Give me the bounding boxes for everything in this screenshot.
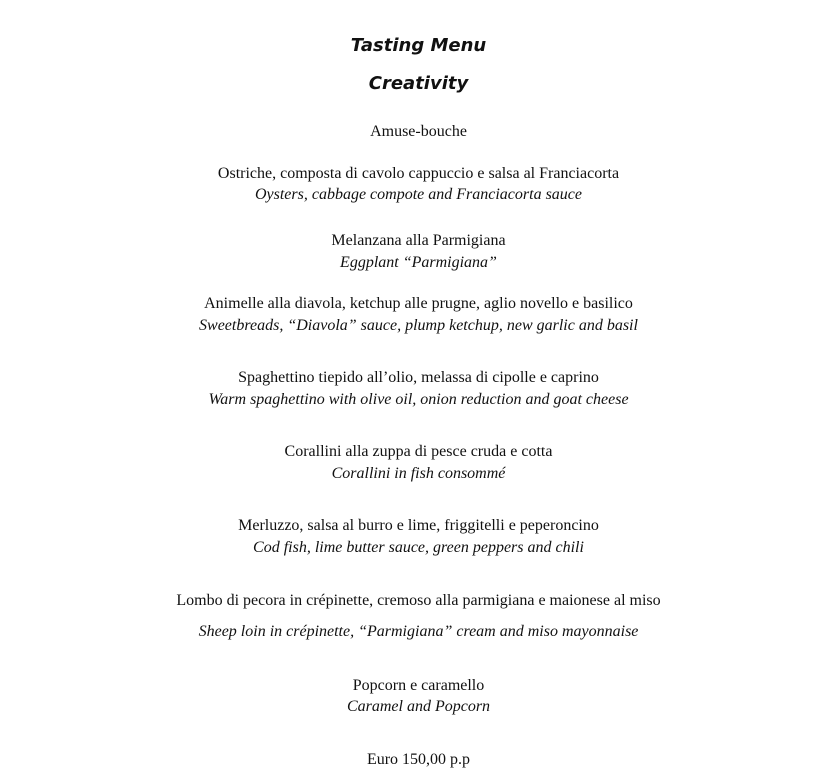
- course-italian: Lombo di pecora in crépinette, cremoso alla parmigiana e maionese al miso: [176, 592, 661, 609]
- menu-title: Tasting Menu: [350, 35, 487, 56]
- menu-subtitle: Creativity: [368, 73, 469, 94]
- course-english: Corallini in fish consommé: [331, 465, 506, 482]
- course-italian: Melanzana alla Parmigiana: [331, 232, 506, 249]
- course-english: Cod fish, lime butter sauce, green peppers and chili: [253, 539, 584, 556]
- course-italian: Popcorn e caramello: [352, 677, 485, 694]
- course-italian: Ostriche, composta di cavolo cappuccio e salsa al Franciacorta: [217, 165, 620, 182]
- amuse-bouche: Amuse-bouche: [370, 123, 467, 140]
- menu-price: Euro 150,00 p.p: [366, 751, 471, 768]
- course-english: Oysters, cabbage compote and Franciacorta sauce: [254, 186, 583, 203]
- course-english: Sheep loin in crépinette, “Parmigiana” cream and miso mayonnaise: [198, 623, 639, 640]
- course-english: Warm spaghettino with olive oil, onion reduction and goat cheese: [208, 391, 629, 408]
- course-english: Sweetbreads, “Diavola” sauce, plump ketchup, new garlic and basil: [199, 317, 638, 334]
- course-english: Eggplant “Parmigiana”: [340, 254, 497, 271]
- course-italian: Corallini alla zuppa di pesce cruda e cotta: [284, 443, 553, 460]
- course-english: Caramel and Popcorn: [346, 698, 491, 715]
- course-italian: Merluzzo, salsa al burro e lime, friggitelli e peperoncino: [238, 517, 599, 534]
- course-italian: Spaghettino tiepido all’olio, melassa di cipolle e caprino: [238, 369, 599, 386]
- course-italian: Animelle alla diavola, ketchup alle prugne, aglio novello e basilico: [204, 295, 633, 312]
